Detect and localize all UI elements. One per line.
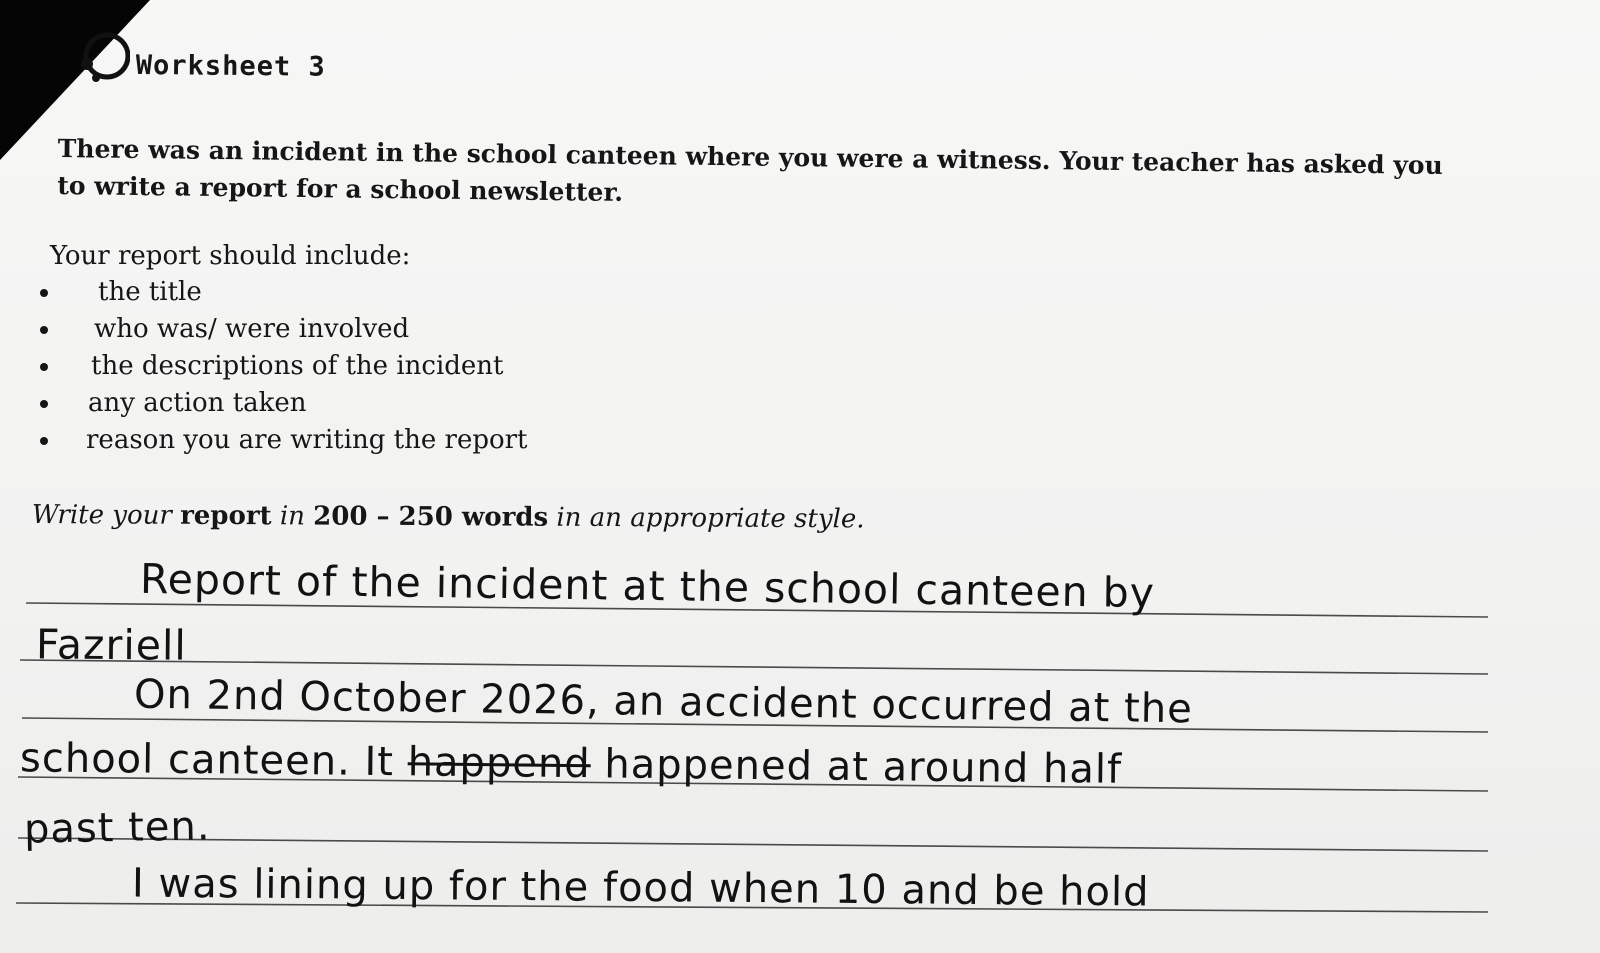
handwritten-line-4: school canteen. It happend happened at around half (19, 735, 1123, 793)
include-heading: Your report should include: (50, 241, 411, 271)
word-count-instruction: Write your report in 200 – 250 words in an appropriate style. (31, 500, 865, 535)
task-intro: There was an incident in the school canteen where you were a witness. Your teacher has asked you to write a report for a school newsletter. (57, 133, 1443, 207)
worksheet-title: Worksheet 3 (135, 50, 326, 83)
handwritten-line-2: Fazriell (35, 620, 187, 670)
handwritten-line-5: past ten. (23, 803, 211, 853)
handwritten-line-1: Report of the incident at the school canteen by (139, 554, 1156, 618)
crossed-out-word: happend (407, 739, 591, 788)
handwritten-line-3: On 2nd October 2026, an accident occurred at the (133, 671, 1194, 733)
worksheet-page: Worksheet 3 There was an incident in the school canteen where you were a witness. Your teacher has asked you to write a report for a school newsletter. Your report should include: the title who was/ were involved the descriptions of the incident any action taken reason you are writing the report Write your report in 200 – 250 words in an appropriate style. Report of the incident at the school canteen by Fazriell On 2nd October 2026, an accident occurred at the school canteen. It happend happened at around half past ten. I was lining up for the food when 10 and be hold (0, 0, 1600, 953)
handwritten-line-6: I was lining up for the food when 10 and be hold (131, 860, 1150, 916)
